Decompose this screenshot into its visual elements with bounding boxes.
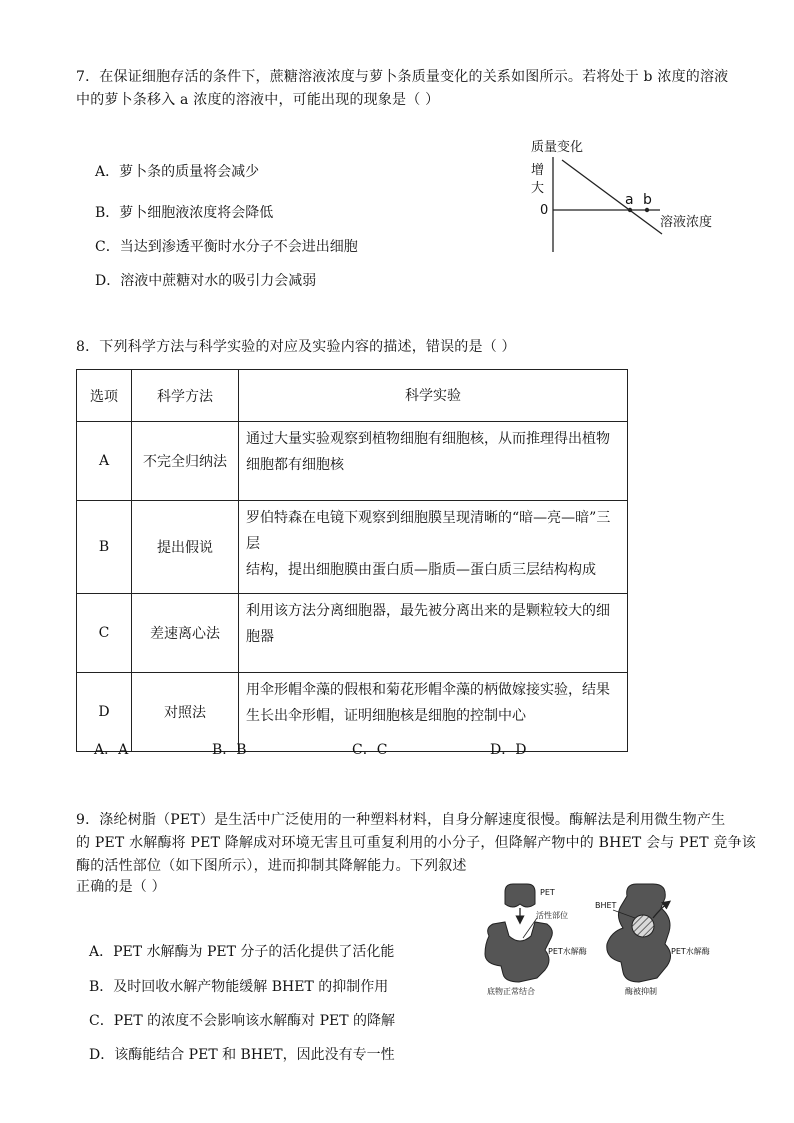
table-row (77, 501, 628, 594)
q7-stem-line-1: 7．在保证细胞存活的条件下，蔗糖溶液浓度与萝卜条质量变化的关系如图所示。若将处于 b 浓度的溶液 (76, 69, 729, 85)
q8-row-c-method: 差速离心法 (132, 594, 239, 673)
q9-bhet-label: BHET (595, 901, 617, 910)
q8-row-b-line-1: 罗伯特森在电镜下观察到细胞膜呈现清晰的“暗—亮—暗”三层 (246, 510, 611, 552)
q9-stem-line-1: 9．涤纶树脂（PET）是生活中广泛使用的一种塑料材料，自身分解速度很慢。酶解法是利用微生物产生 (76, 812, 726, 828)
q8-table (76, 369, 628, 752)
q7-graph-point-a (628, 208, 632, 212)
q8-row-b-line-2: 结构，提出细胞膜由蛋白质—脂质—蛋白质三层结构构成 (246, 562, 596, 578)
q7-graph-point-b-label: b (643, 192, 652, 208)
q8-row-d-method: 对照法 (132, 673, 239, 752)
q9-option-a: A．PET 水解酶为 PET 分子的活化提供了活化能 (89, 944, 395, 960)
pet-molecule-shape (505, 884, 535, 907)
q9-stem-line-4: 正确的是（ ） (76, 879, 166, 895)
q8-row-a-experiment (239, 422, 628, 501)
q9-option-d: D．该酶能结合 PET 和 BHET，因此没有专一性 (89, 1047, 395, 1063)
q9-active-site-label: 活性部位 (536, 911, 568, 920)
q8-row-c-line-1: 利用该方法分离细胞器，最先被分离出来的是颗粒较大的细 (246, 603, 610, 619)
q8-answer-d: D．D (490, 742, 527, 758)
q8-row-d-line-1: 用伞形帽伞藻的假根和菊花形帽伞藻的柄做嫁接实验，结果 (246, 682, 610, 698)
q7-graph-origin-label: 0 (540, 203, 549, 218)
q8-row-c-experiment (239, 594, 628, 673)
q8-row-a-option: A (77, 422, 132, 501)
q8-row-a-method: 不完全归纳法 (132, 422, 239, 501)
q8-row-d-experiment (239, 673, 628, 752)
q8-answer-a: A．A (94, 742, 129, 758)
q8-row-d-option: D (77, 673, 132, 752)
q8-row-c-line-2: 胞器 (246, 629, 274, 645)
q9-caption-left: 底物正常结合 (487, 987, 535, 996)
q9-enzyme-label-left: PET水解酶 (548, 947, 587, 956)
q7-option-c: C．当达到渗透平衡时水分子不会进出细胞 (95, 239, 358, 255)
q8-stem: 8．下列科学方法与科学实验的对应及实验内容的描述，错误的是（ ） (76, 339, 516, 355)
q8-row-b-experiment (239, 501, 628, 594)
q8-header-experiment: 科学实验 (239, 370, 628, 422)
q8-row-c-option: C (77, 594, 132, 673)
q7-option-a: A．萝卜条的质量将会减少 (95, 164, 260, 180)
q9-stem-line-3: 酶的活性部位（如下图所示），进而抑制其降解能力。下列叙述 (76, 858, 467, 874)
q9-caption-right: 酶被抑制 (625, 987, 657, 996)
q7-graph-point-a-label: a (625, 192, 634, 208)
q8-header-option: 选项 (77, 370, 132, 422)
table-row (77, 422, 628, 501)
q7-graph-point-b (645, 208, 649, 212)
q7-graph (510, 130, 730, 260)
bhet-molecule-shape (632, 915, 654, 937)
q8-row-d-line-2: 生长出伞形帽，证明细胞核是细胞的控制中心 (246, 708, 526, 724)
q8-row-a-line-1: 通过大量实验观察到植物细胞有细胞核，从而推理得出植物 (246, 431, 610, 447)
q7-graph-x-axis-label: 溶液浓度 (660, 215, 713, 230)
q8-row-a-line-2: 细胞都有细胞核 (246, 457, 344, 473)
q8-header-method: 科学方法 (132, 370, 239, 422)
q9-stem-line-2: 的 PET 水解酶将 PET 降解成对环境无害且可重复利用的小分子，但降解产物中的 BHET 会与 PET 竞争该 (76, 835, 756, 851)
q7-option-d: D．溶液中蔗糖对水的吸引力会减弱 (95, 273, 317, 289)
q9-enzyme-diagram (475, 878, 725, 998)
q8-row-b-method: 提出假说 (132, 501, 239, 594)
q7-graph-y-axis-label: 质量变化 (531, 140, 584, 155)
q8-row-b-option: B (77, 501, 132, 594)
q9-enzyme-label-right: PET水解酶 (671, 947, 710, 956)
q7-option-b: B．萝卜细胞液浓度将会降低 (95, 205, 274, 221)
q7-graph-y-up-label-2: 大 (531, 181, 545, 196)
q7-graph-y-up-label-1: 增 (531, 163, 545, 178)
q9-option-c: C．PET 的浓度不会影响该水解酶对 PET 的降解 (89, 1013, 396, 1029)
q9-option-b: B．及时回收水解产物能缓解 BHET 的抑制作用 (89, 979, 389, 995)
table-row (77, 594, 628, 673)
q8-answer-c: C．C (352, 742, 388, 758)
q8-table-header-row (77, 370, 628, 422)
q9-pet-label: PET (540, 888, 555, 897)
q7-stem-line-2: 中的萝卜条移入 a 浓度的溶液中，可能出现的现象是（ ） (76, 92, 440, 108)
q8-answer-b: B．B (212, 742, 247, 758)
pet-enzyme-left-shape (485, 922, 552, 982)
